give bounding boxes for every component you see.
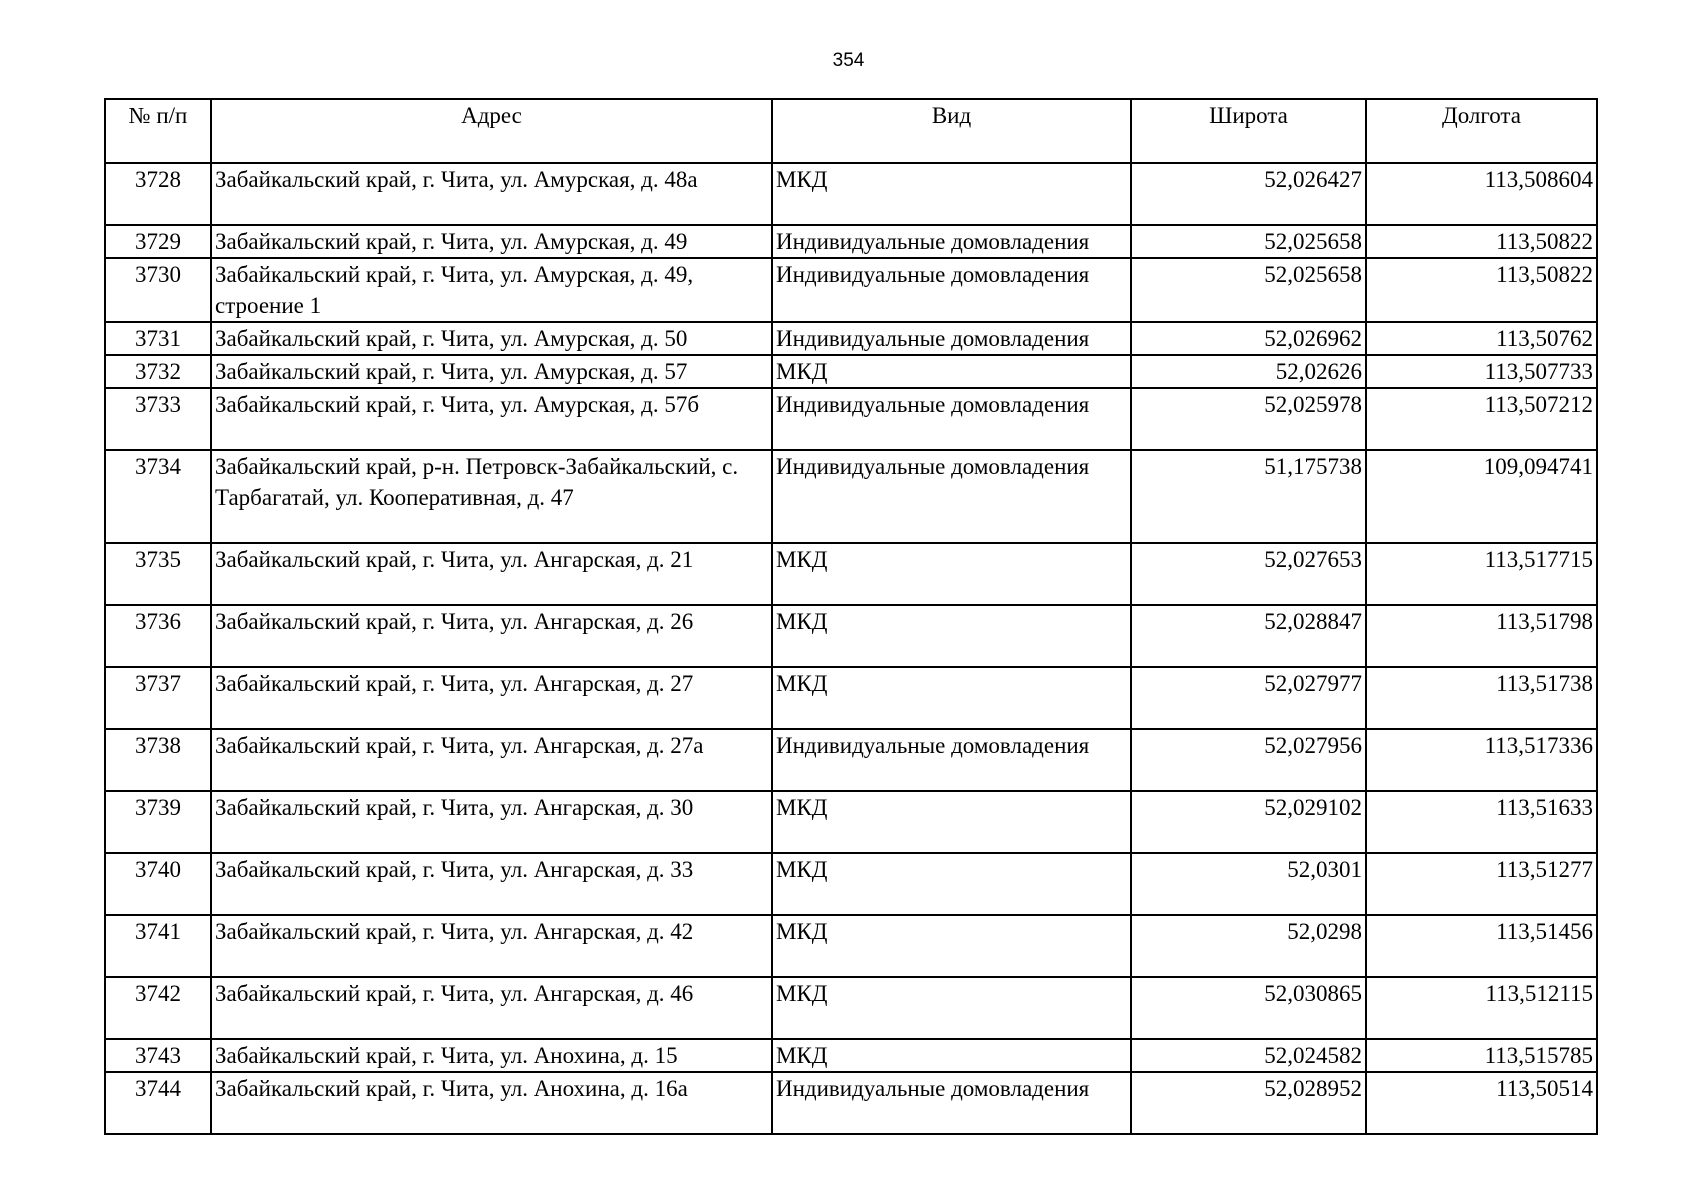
row-longitude: 113,515785 <box>1366 1039 1597 1072</box>
row-longitude: 113,51277 <box>1366 853 1597 915</box>
row-address: Забайкальский край, г. Чита, ул. Ангарская, д. 46 <box>211 977 772 1039</box>
row-kind: Индивидуальные домовладения <box>772 225 1131 258</box>
row-latitude: 52,028847 <box>1131 605 1366 667</box>
row-address: Забайкальский край, г. Чита, ул. Амурская, д. 49 <box>211 225 772 258</box>
row-address: Забайкальский край, г. Чита, ул. Ангарская, д. 27а <box>211 729 772 791</box>
row-latitude: 52,025658 <box>1131 225 1366 258</box>
row-address: Забайкальский край, г. Чита, ул. Ангарская, д. 26 <box>211 605 772 667</box>
table-row <box>105 163 1597 225</box>
header-latitude: Широта <box>1131 99 1366 163</box>
row-kind: МКД <box>772 915 1131 977</box>
table-row <box>105 388 1597 450</box>
row-kind: МКД <box>772 605 1131 667</box>
row-address: Забайкальский край, г. Чита, ул. Амурская, д. 48а <box>211 163 772 225</box>
row-address: Забайкальский край, г. Чита, ул. Ангарская, д. 33 <box>211 853 772 915</box>
table-row <box>105 605 1597 667</box>
row-kind: Индивидуальные домовладения <box>772 258 1131 322</box>
row-latitude: 52,025658 <box>1131 258 1366 322</box>
row-num: 3734 <box>105 450 211 543</box>
row-address: Забайкальский край, г. Чита, ул. Амурская, д. 57 <box>211 355 772 388</box>
row-longitude: 113,50762 <box>1366 322 1597 355</box>
row-latitude: 52,027653 <box>1131 543 1366 605</box>
row-num: 3733 <box>105 388 211 450</box>
row-latitude: 52,027956 <box>1131 729 1366 791</box>
row-latitude: 52,027977 <box>1131 667 1366 729</box>
table-row <box>105 355 1597 388</box>
row-longitude: 113,507212 <box>1366 388 1597 450</box>
row-address: Забайкальский край, г. Чита, ул. Ангарская, д. 21 <box>211 543 772 605</box>
row-address: Забайкальский край, г. Чита, ул. Анохина, д. 15 <box>211 1039 772 1072</box>
row-latitude: 52,024582 <box>1131 1039 1366 1072</box>
row-longitude: 113,50514 <box>1366 1072 1597 1134</box>
row-longitude: 113,51456 <box>1366 915 1597 977</box>
row-latitude: 52,0298 <box>1131 915 1366 977</box>
row-kind: МКД <box>772 543 1131 605</box>
row-longitude: 113,51633 <box>1366 791 1597 853</box>
row-latitude: 52,025978 <box>1131 388 1366 450</box>
row-kind: Индивидуальные домовладения <box>772 322 1131 355</box>
table-header-row <box>105 99 1597 163</box>
row-address: Забайкальский край, г. Чита, ул. Амурская, д. 57б <box>211 388 772 450</box>
table-row <box>105 322 1597 355</box>
row-kind: МКД <box>772 355 1131 388</box>
row-num: 3737 <box>105 667 211 729</box>
table-row <box>105 1072 1597 1134</box>
row-longitude: 113,50822 <box>1366 258 1597 322</box>
row-num: 3741 <box>105 915 211 977</box>
row-latitude: 52,026427 <box>1131 163 1366 225</box>
row-num: 3736 <box>105 605 211 667</box>
row-num: 3740 <box>105 853 211 915</box>
row-latitude: 52,029102 <box>1131 791 1366 853</box>
page-number: 354 <box>832 50 865 71</box>
row-num: 3735 <box>105 543 211 605</box>
table-row <box>105 1039 1597 1072</box>
row-kind: МКД <box>772 667 1131 729</box>
row-address: Забайкальский край, г. Чита, ул. Амурская, д. 49, строение 1 <box>211 258 772 322</box>
row-num: 3743 <box>105 1039 211 1072</box>
row-longitude: 113,517715 <box>1366 543 1597 605</box>
row-longitude: 109,094741 <box>1366 450 1597 543</box>
row-kind: Индивидуальные домовладения <box>772 388 1131 450</box>
row-num: 3729 <box>105 225 211 258</box>
row-latitude: 52,026962 <box>1131 322 1366 355</box>
table-row <box>105 543 1597 605</box>
table-row <box>105 791 1597 853</box>
row-longitude: 113,507733 <box>1366 355 1597 388</box>
row-kind: МКД <box>772 1039 1131 1072</box>
row-latitude: 52,0301 <box>1131 853 1366 915</box>
row-address: Забайкальский край, г. Чита, ул. Ангарская, д. 30 <box>211 791 772 853</box>
row-address: Забайкальский край, г. Чита, ул. Ангарская, д. 27 <box>211 667 772 729</box>
row-num: 3744 <box>105 1072 211 1134</box>
row-longitude: 113,51738 <box>1366 667 1597 729</box>
row-num: 3738 <box>105 729 211 791</box>
row-longitude: 113,517336 <box>1366 729 1597 791</box>
row-longitude: 113,51798 <box>1366 605 1597 667</box>
row-kind: МКД <box>772 791 1131 853</box>
table-row <box>105 729 1597 791</box>
row-latitude: 51,175738 <box>1131 450 1366 543</box>
row-kind: Индивидуальные домовладения <box>772 450 1131 543</box>
row-kind: Индивидуальные домовладения <box>772 1072 1131 1134</box>
header-address: Адрес <box>211 99 772 163</box>
row-address: Забайкальский край, г. Чита, ул. Амурская, д. 50 <box>211 322 772 355</box>
row-num: 3732 <box>105 355 211 388</box>
row-num: 3728 <box>105 163 211 225</box>
header-num: № п/п <box>105 99 211 163</box>
address-table <box>104 98 1598 1135</box>
row-kind: МКД <box>772 977 1131 1039</box>
row-longitude: 113,50822 <box>1366 225 1597 258</box>
row-longitude: 113,512115 <box>1366 977 1597 1039</box>
row-address: Забайкальский край, г. Чита, ул. Ангарская, д. 42 <box>211 915 772 977</box>
table-row <box>105 225 1597 258</box>
row-address: Забайкальский край, г. Чита, ул. Анохина, д. 16а <box>211 1072 772 1134</box>
row-num: 3730 <box>105 258 211 322</box>
row-address: Забайкальский край, р-н. Петровск-Забайкальский, с. Тарбагатай, ул. Кооперативная, д. 47 <box>211 450 772 543</box>
row-kind: МКД <box>772 163 1131 225</box>
row-num: 3739 <box>105 791 211 853</box>
table-row <box>105 915 1597 977</box>
row-kind: МКД <box>772 853 1131 915</box>
row-latitude: 52,030865 <box>1131 977 1366 1039</box>
table-row <box>105 667 1597 729</box>
row-latitude: 52,02626 <box>1131 355 1366 388</box>
row-num: 3731 <box>105 322 211 355</box>
header-kind: Вид <box>772 99 1131 163</box>
row-kind: Индивидуальные домовладения <box>772 729 1131 791</box>
row-num: 3742 <box>105 977 211 1039</box>
table-row <box>105 258 1597 322</box>
table-row <box>105 977 1597 1039</box>
row-latitude: 52,028952 <box>1131 1072 1366 1134</box>
table-row <box>105 853 1597 915</box>
header-longitude: Долгота <box>1366 99 1597 163</box>
table-row <box>105 450 1597 543</box>
row-longitude: 113,508604 <box>1366 163 1597 225</box>
